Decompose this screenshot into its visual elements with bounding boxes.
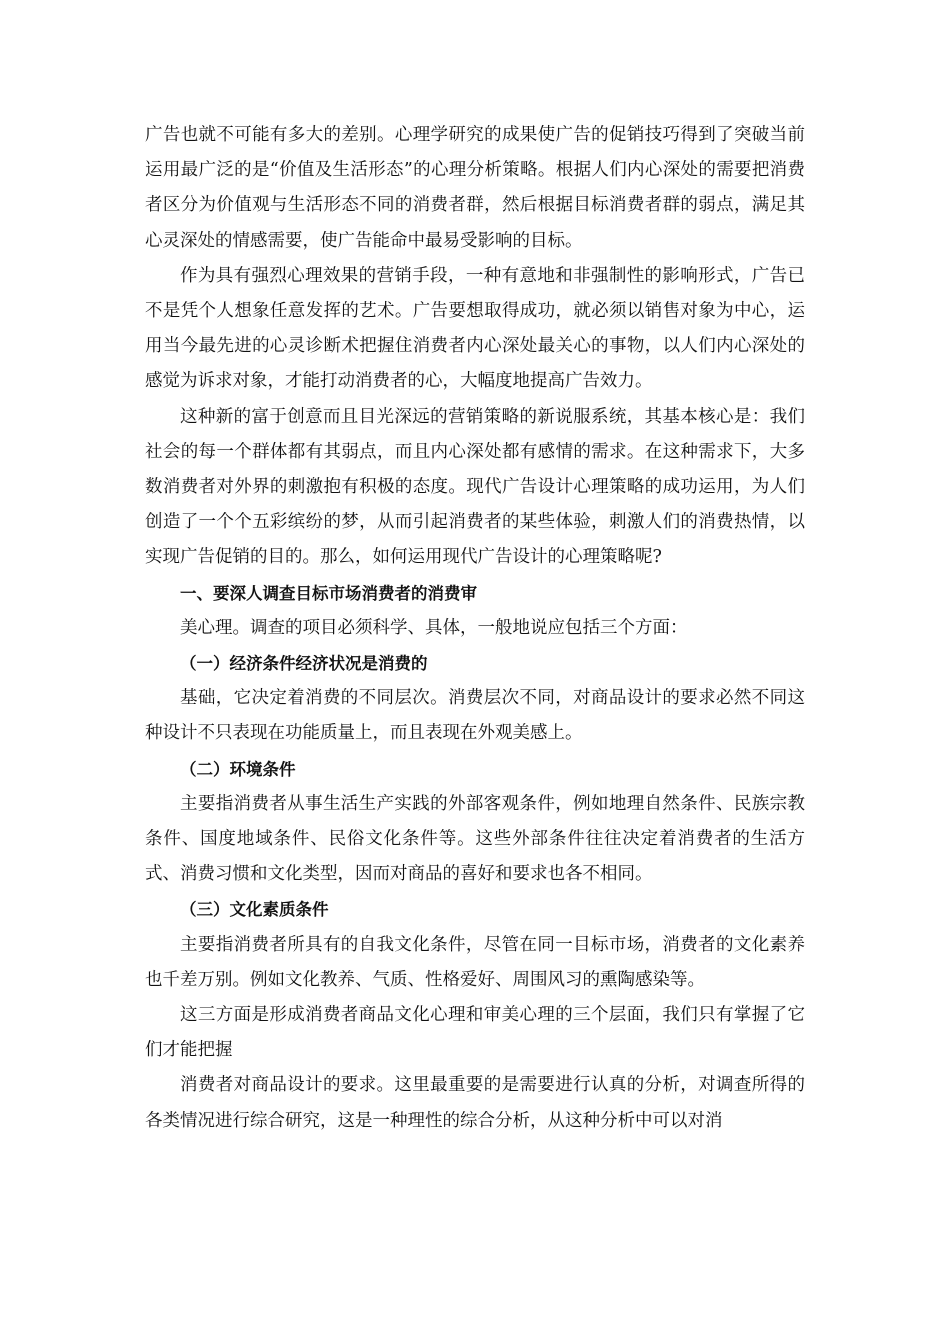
subsection-heading-1: （一）经济条件经济状况是消费的 — [180, 654, 428, 674]
subsection-heading-3: （三）文化素质条件 — [180, 900, 329, 920]
paragraph-4: 美心理。调查的项目必须科学、具体，一般地说应包括三个方面： — [180, 617, 688, 638]
paragraph-5: 基础，它决定着消费的不同层次。消费层次不同，对商品设计的要求必然不同这种设计不只表现在功能质量上，而且表现在外观美感上。 — [145, 688, 805, 744]
paragraph-7: 主要指消费者所具有的自我文化条件，尽管在同一目标市场，消费者的文化素养也千差万别。例如文化教养、气质、性格爱好、周围风习的熏陶感染等。 — [145, 934, 805, 990]
document-page — [145, 118, 805, 1139]
paragraph-3: 这种新的富于创意而且目光深远的营销策略的新说服系统，其基本核心是：我们社会的每一个群体都有其弱点，而且内心深处都有感情的需求。在这种需求下，大多数消费者对外界的刺激抱有积极的态度。现代广告设计心理策略的成功运用，为人们创造了一个个五彩缤纷的梦，从而引起消费者的某些体验，刺激人们的消费热情，以实现广告促销的目的。那么，如何运用现代广告设计的心理策略呢? — [145, 406, 805, 568]
paragraph-1: 广告也就不可能有多大的差别。心理学研究的成果使广告的促销技巧得到了突破当前运用最广泛的是“价值及生活形态”的心理分析策略。根据人们内心深处的需要把消费者区分为价值观与生活形态不同的消费者群，然后根据目标消费者群的弱点，满足其心灵深处的情感需要，使广告能命中最易受影响的目标。 — [145, 125, 805, 251]
paragraph-9: 消费者对商品设计的要求。这里最重要的是需要进行认真的分析，对调查所得的各类情况进行综合研究，这是一种理性的综合分析，从这种分析中可以对消 — [145, 1075, 805, 1131]
paragraph-6: 主要指消费者从事生活生产实践的外部客观条件，例如地理自然条件、民族宗教条件、国度地域条件、民俗文化条件等。这些外部条件往往决定着消费者的生活方式、消费习惯和文化类型，因而对商品的喜好和要求也各不相同。 — [145, 793, 805, 885]
subsection-heading-2: （二）环境条件 — [180, 759, 296, 779]
paragraph-2: 作为具有强烈心理效果的营销手段，一种有意地和非强制性的影响形式，广告已不是凭个人想象任意发挥的艺术。广告要想取得成功，就必须以销售对象为中心，运用当今最先进的心灵诊断术把握住消费者内心深处最关心的事物，以人们内心深处的感觉为诉求对象，才能打动消费者的心，大幅度地提高广告效力。 — [145, 265, 805, 392]
paragraph-8: 这三方面是形成消费者商品文化心理和审美心理的三个层面，我们只有掌握了它们才能把握 — [145, 1005, 805, 1061]
section-heading-1: 一、要深人调查目标市场消费者的消费审 — [180, 583, 477, 603]
